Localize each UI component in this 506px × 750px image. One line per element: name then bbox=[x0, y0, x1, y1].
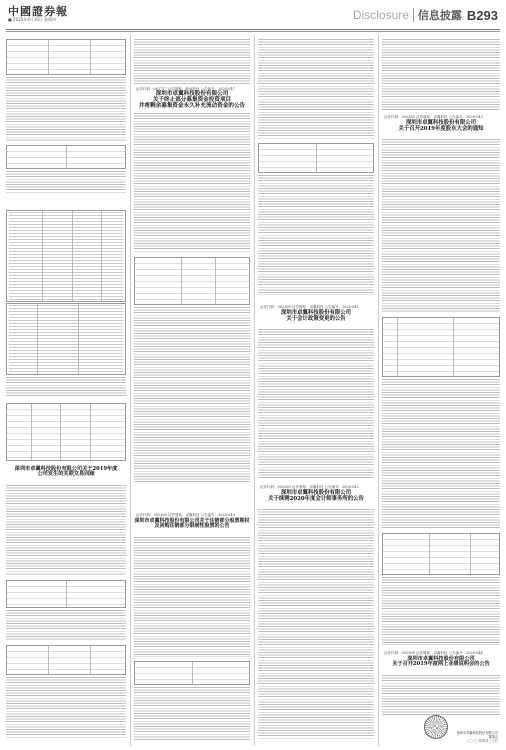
notice-title: 深圳市卓翼科技股份有限公司关于注销部分股票期权 及回购注销部分限制性股票的公告 bbox=[134, 518, 250, 530]
qr-seal-icon bbox=[424, 715, 448, 739]
notice-title: 深圳市卓翼科技股份有限公司关于2019年度 公司发生的关联交易回顾 bbox=[14, 466, 118, 478]
body-text bbox=[382, 379, 500, 529]
body-text bbox=[6, 171, 126, 193]
data-table bbox=[6, 580, 126, 608]
page-number: B293 bbox=[466, 7, 498, 23]
notice-code: 证券代码：002369 证券简称：卓翼科技 公告编号：2020-043 bbox=[384, 115, 483, 119]
body-text bbox=[382, 577, 500, 645]
data-table bbox=[6, 210, 126, 302]
body-text bbox=[134, 39, 250, 85]
body-text bbox=[134, 307, 250, 483]
body-text bbox=[6, 377, 126, 397]
body-text bbox=[258, 329, 374, 479]
issue-date: ■ 2020年4月30日 星期四 bbox=[8, 17, 57, 22]
notice-title: 深圳市卓翼科技股份有限公司 关于召开2019年度网上业绩说明会的公告 bbox=[392, 656, 490, 668]
notice-code: 证券代码：002369 证券简称：卓翼科技 公告编号：2020-041 bbox=[260, 305, 359, 309]
data-table bbox=[382, 317, 500, 377]
body-text bbox=[258, 509, 374, 739]
data-table bbox=[382, 533, 500, 575]
column-3 bbox=[258, 35, 374, 746]
data-table bbox=[258, 143, 374, 173]
data-table bbox=[6, 39, 126, 75]
column-divider bbox=[254, 35, 255, 746]
body-text bbox=[134, 687, 250, 741]
body-text bbox=[6, 610, 126, 640]
notice-code: 证券代码：002717 证券简称：岭南股份 公告编号：2020-047 bbox=[136, 87, 235, 91]
section-header bbox=[353, 6, 498, 24]
body-text bbox=[382, 139, 500, 313]
data-table bbox=[6, 403, 126, 461]
signature-block: 深圳市卓翼科技股份有限公司 董事会 二〇二〇年四月三十日 bbox=[456, 731, 498, 744]
body-text bbox=[382, 39, 500, 111]
body-text bbox=[258, 39, 374, 139]
notice-code: 证券代码：002369 证券简称：卓翼科技 公告编号：2020-044 bbox=[384, 651, 483, 655]
notice-title: 深圳市卓翼科技股份有限公司 关于续聘2020年度会计师事务所的公告 bbox=[268, 490, 364, 502]
body-text bbox=[134, 537, 250, 657]
column-2 bbox=[134, 35, 250, 746]
data-table bbox=[6, 303, 126, 375]
column-4 bbox=[382, 35, 500, 746]
data-table bbox=[6, 645, 126, 675]
header-rule bbox=[6, 29, 500, 30]
column-divider bbox=[130, 35, 131, 746]
data-table bbox=[134, 661, 250, 685]
body-text bbox=[6, 77, 126, 141]
section-english: Disclosure bbox=[352, 8, 409, 22]
data-table bbox=[134, 257, 250, 305]
section-divider bbox=[413, 8, 414, 22]
section-chinese: 信息披露 bbox=[417, 9, 462, 22]
body-text bbox=[134, 113, 250, 253]
column-1 bbox=[6, 35, 126, 746]
notice-title: 深圳市卓翼科技股份有限公司 关于会计政策变更的公告 bbox=[280, 310, 352, 322]
newspaper-logo: 中國證券報 bbox=[8, 5, 68, 18]
masthead bbox=[0, 0, 506, 28]
body-text bbox=[6, 485, 126, 575]
notice-title: 深圳市卓翼科技股份有限公司 关于召开2019年度股东大会的通知 bbox=[398, 120, 484, 132]
body-text bbox=[6, 677, 126, 739]
header-rule-thin bbox=[6, 31, 500, 32]
body-text bbox=[258, 175, 374, 295]
body-text bbox=[382, 675, 500, 715]
notice-code: 证券代码：002369 证券简称：卓翼科技 公告编号：2020-040 bbox=[136, 513, 235, 517]
data-table bbox=[6, 145, 126, 169]
column-divider bbox=[378, 35, 379, 746]
notice-title: 深圳市卓翼科技股份有限公司 关于终止部分募集资金投资项目 并将剩余募集资金永久补充流动资金的公告 bbox=[138, 91, 246, 109]
notice-code: 证券代码：002369 证券简称：卓翼科技 公告编号：2020-042 bbox=[260, 485, 359, 489]
